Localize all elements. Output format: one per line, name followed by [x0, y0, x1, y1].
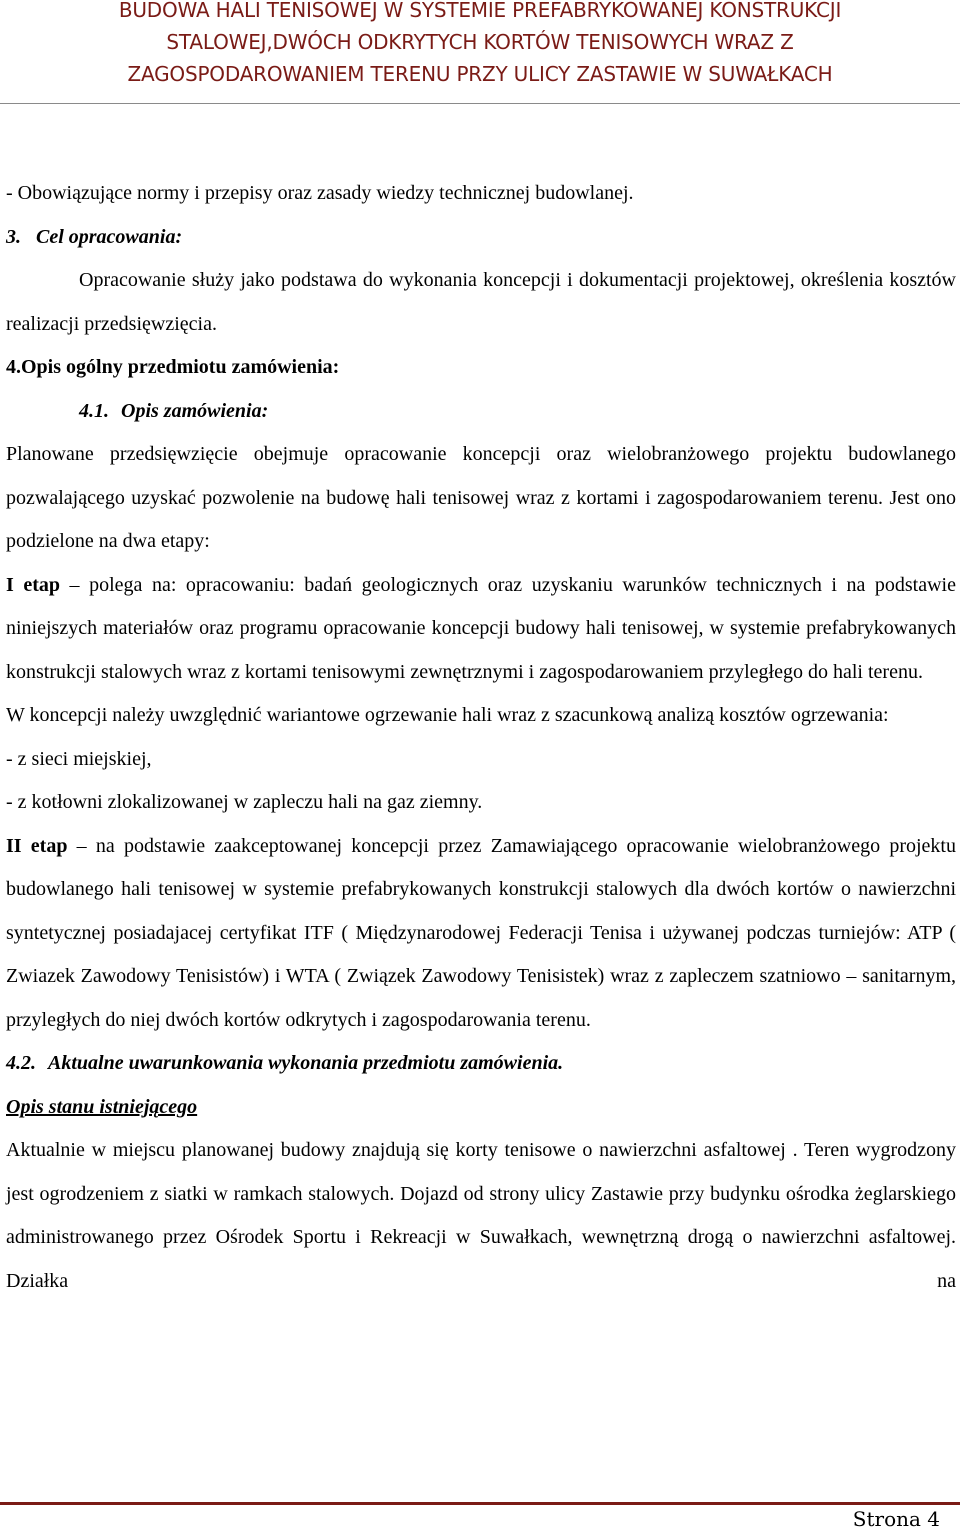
existing-state-heading: Opis stanu istniejącego	[6, 1095, 198, 1118]
section-3-heading	[6, 216, 956, 260]
section-4-heading	[6, 346, 956, 390]
paragraph-current-state: Aktualnie w miejscu planowanej budowy znajdują się korty tenisowe o nawierzchni asfaltowej . Teren wygrodzony jest ogrodzeniem z siatki w ramkach stalowych. Dojazd od strony ulicy Zastawie przy budynku ośrodka żeglarskiego administrowanego przez Ośrodek Sportu i Rekreacji w Suwałkach, wewnętrzną drogą o nawierzchni asfaltowej. Działka na	[6, 1139, 956, 1292]
section-4-title: Opis ogólny przedmiotu zamówienia:	[21, 356, 340, 378]
document-body	[6, 172, 956, 1303]
header-title-line-1: BUDOWA HALI TENISOWEJ W SYSTEMIE PREFABRYKOWANEJ KONSTRUKCJI	[118, 0, 842, 22]
paragraph-stage-2	[6, 825, 956, 1043]
stage-2-label: II etap	[6, 834, 68, 857]
stage-2-text: – na podstawie zaakceptowanej koncepcji przez Zamawiającego opracowanie wielobranżowego projektu budowlanego hali tenisowej w systemie prefabrykowanych konstrukcji stalowych dla dwóch kortów o nawierzchni syntetycznej posiadajacej certyfikat ITF ( Międzynarodowej Federacji Tenisa i używanej podczas turniejów: ATP ( Zwiazek Zawodowy Tenisistów) i WTA ( Związek Zawodowy Tenisistek) wraz z zapleczem szatniowo – sanitarnym, przyległych do niej dwóch kortów odkrytych i zagospodarowania terenu.	[6, 834, 956, 1031]
paragraph-purpose: Opracowanie służy jako podstawa do wykonania koncepcji i dokumentacji projektowej, określenia kosztów realizacji przedsięwzięcia.	[6, 269, 956, 335]
paragraph-norms: - Obowiązujące normy i przepisy oraz zasady wiedzy technicznej budowlanej.	[6, 182, 634, 204]
section-4-1-heading	[6, 390, 956, 434]
stage-1-label: I etap	[6, 573, 60, 596]
document-header	[0, 0, 960, 104]
header-title-line-3: ZAGOSPODAROWANIEM TERENU PRZY ULICY ZASTAWIE W SUWAŁKACH	[127, 62, 833, 86]
section-3-number: 3.	[6, 225, 21, 248]
section-4-1-number: 4.1.	[79, 399, 109, 422]
section-4-number: 4.	[6, 356, 21, 378]
page-number: Strona 4	[852, 1507, 940, 1531]
section-4-2-heading	[6, 1042, 956, 1086]
paragraph-stage-1	[6, 564, 956, 695]
header-title-line-2: STALOWEJ,DWÓCH ODKRYTYCH KORTÓW TENISOWYCH WRAZ Z	[166, 30, 794, 54]
section-3-title: Cel opracowania:	[36, 225, 183, 248]
document-footer	[0, 1502, 960, 1531]
section-4-1-title: Opis zamówienia:	[121, 399, 269, 422]
section-4-2-number: 4.2.	[6, 1052, 36, 1074]
section-4-2-title: Aktualne uwarunkowania wykonania przedmiotu zamówienia.	[48, 1052, 564, 1074]
paragraph-planned-project: Planowane przedsięwzięcie obejmuje opracowanie koncepcji oraz wielobranżowego projektu budowlanego pozwalającego uzyskać pozwolenie na budowę hali tenisowej wraz z kortami i zagospodarowaniem terenu. Jest ono podzielone na dwa etapy:	[6, 443, 956, 552]
list-item-city-network: - z sieci miejskiej,	[6, 747, 152, 770]
stage-1-text: – polega na: opracowaniu: badań geologicznych oraz uzyskaniu warunków technicznych i na podstawie niniejszych materiałów oraz programu opracowanie koncepcji budowy hali tenisowej, w systemie prefabrykowanych konstrukcji stalowych wraz z kortami tenisowymi zewnętrznymi i zagospodarowaniem przyległego do hali terenu.	[6, 573, 956, 683]
list-item-gas-boiler: - z kotłowni zlokalizowanej w zapleczu hali na gaz ziemny.	[6, 791, 483, 813]
paragraph-heating: W koncepcji należy uwzględnić wariantowe ogrzewanie hali wraz z szacunkową analizą kosztów ogrzewania:	[6, 704, 889, 726]
